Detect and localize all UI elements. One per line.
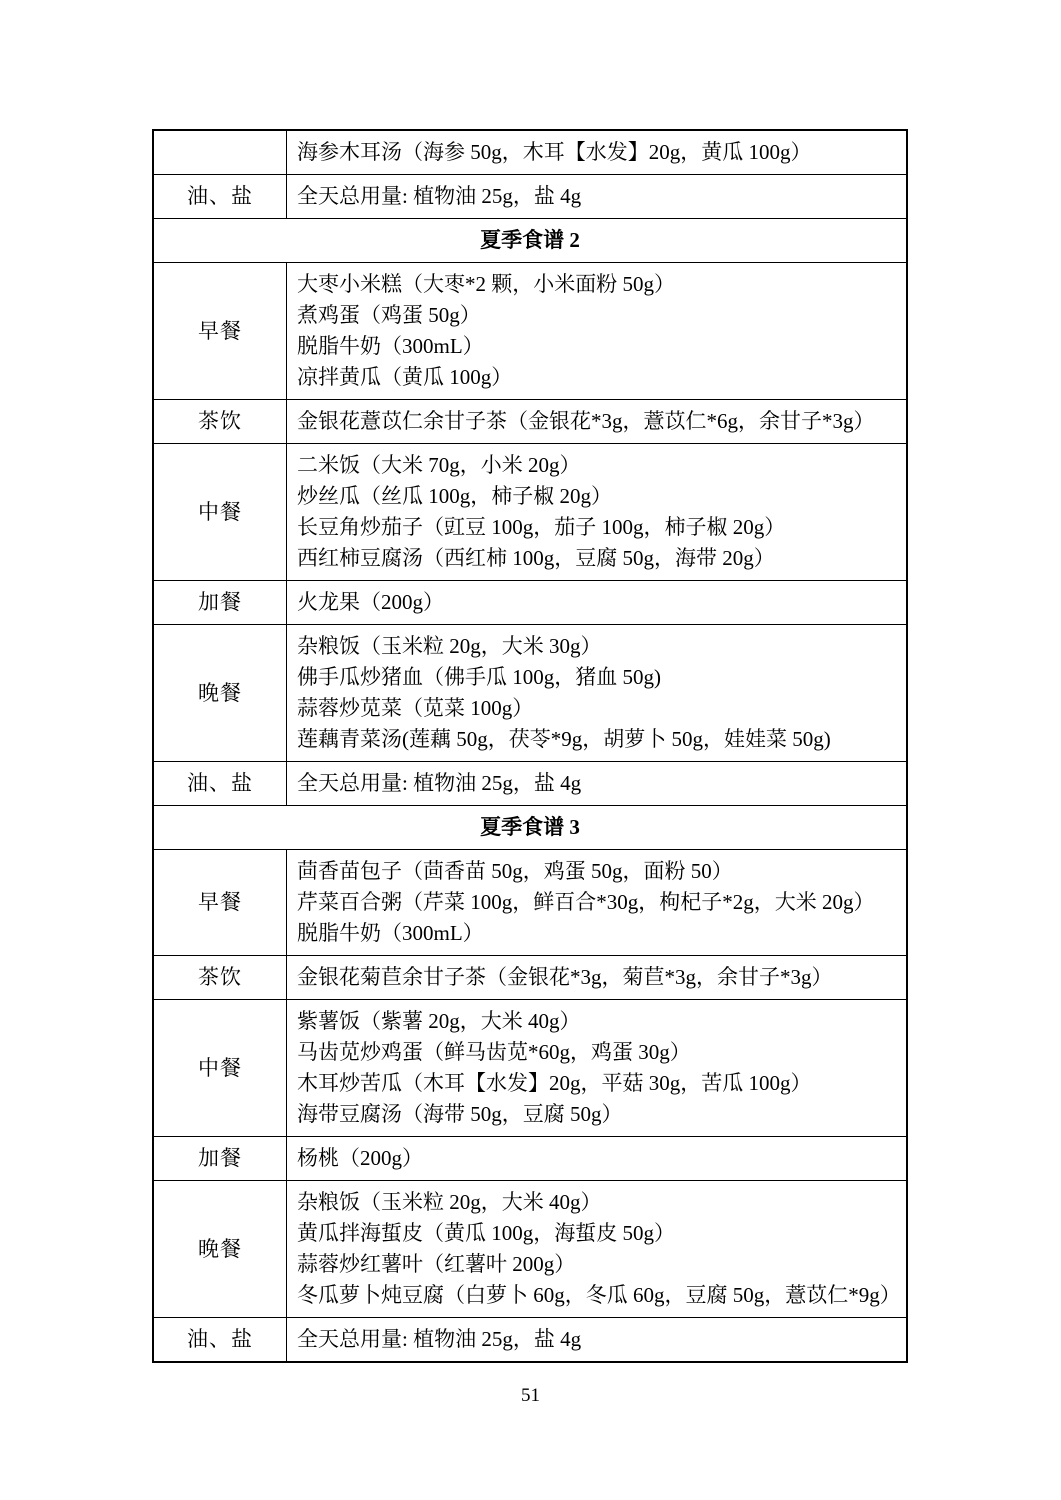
- table-row: [153, 263, 907, 400]
- table-row: [153, 1318, 907, 1363]
- meal-label-cell: 晚餐: [153, 625, 287, 762]
- dish-line: 长豆角炒茄子（豇豆 100g，茄子 100g，柿子椒 20g）: [297, 515, 786, 539]
- dish-line: 杂粮饭（玉米粒 20g，大米 40g）: [297, 1190, 602, 1214]
- dish-line: 茴香苗包子（茴香苗 50g，鸡蛋 50g，面粉 50）: [297, 859, 733, 883]
- meal-content-cell: [287, 1000, 908, 1137]
- meal-content-cell: [287, 762, 908, 806]
- table-row: [153, 850, 907, 956]
- meal-content-cell: [287, 175, 908, 219]
- table-row: [153, 806, 907, 850]
- dish-line: 紫薯饭（紫薯 20g，大米 40g）: [297, 1009, 581, 1033]
- meal-label-cell: [153, 130, 287, 175]
- meal-label-cell: 早餐: [153, 850, 287, 956]
- meal-content-cell: [287, 1181, 908, 1318]
- meal-label-cell: 中餐: [153, 444, 287, 581]
- table-row: [153, 219, 907, 263]
- meal-content-cell: [287, 130, 908, 175]
- dish-line: 蒜蓉炒红薯叶（红薯叶 200g）: [297, 1252, 576, 1276]
- dish-line: 海带豆腐汤（海带 50g，豆腐 50g）: [297, 1102, 623, 1126]
- meal-label-cell: 晚餐: [153, 1181, 287, 1318]
- table-row: [153, 1181, 907, 1318]
- meal-label-cell: 加餐: [153, 1137, 287, 1181]
- meal-content-cell: [287, 263, 908, 400]
- dish-line: 炒丝瓜（丝瓜 100g，柿子椒 20g）: [297, 484, 612, 508]
- dish-line: 凉拌黄瓜（黄瓜 100g）: [297, 365, 513, 389]
- dish-line: 西红柿豆腐汤（西红柿 100g，豆腐 50g，海带 20g）: [297, 546, 775, 570]
- table-row: [153, 400, 907, 444]
- table-row: [153, 625, 907, 762]
- recipe-section-header: 夏季食谱 2: [153, 219, 907, 263]
- dish-line: 火龙果（200g）: [297, 590, 444, 614]
- table-row: [153, 444, 907, 581]
- meal-label-cell: 早餐: [153, 263, 287, 400]
- table-row: [153, 956, 907, 1000]
- meal-content-cell: [287, 400, 908, 444]
- meal-content-cell: [287, 444, 908, 581]
- dish-line: 蒜蓉炒苋菜（苋菜 100g）: [297, 696, 534, 720]
- table-row: [153, 581, 907, 625]
- dish-line: 脱脂牛奶（300mL）: [297, 921, 484, 945]
- meal-label-cell: 加餐: [153, 581, 287, 625]
- meal-content-cell: [287, 581, 908, 625]
- dish-line: 马齿苋炒鸡蛋（鲜马齿苋*60g，鸡蛋 30g）: [297, 1040, 691, 1064]
- meal-content-cell: [287, 1137, 908, 1181]
- table-row: [153, 1000, 907, 1137]
- meal-label-cell: 中餐: [153, 1000, 287, 1137]
- page-number: 51: [521, 1385, 540, 1406]
- dish-line: 木耳炒苦瓜（木耳【水发】20g，平菇 30g，苦瓜 100g）: [297, 1071, 812, 1095]
- dish-line: 全天总用量: 植物油 25g，盐 4g: [297, 1327, 582, 1351]
- table-row: [153, 1137, 907, 1181]
- dish-line: 黄瓜拌海蜇皮（黄瓜 100g，海蜇皮 50g）: [297, 1221, 675, 1245]
- dish-line: 佛手瓜炒猪血（佛手瓜 100g，猪血 50g): [297, 665, 661, 689]
- table-row: [153, 175, 907, 219]
- meal-label-cell: 油、盐: [153, 175, 287, 219]
- dish-line: 金银花菊苣余甘子茶（金银花*3g，菊苣*3g，余甘子*3g）: [297, 965, 833, 989]
- dish-line: 海参木耳汤（海参 50g，木耳【水发】20g，黄瓜 100g）: [297, 140, 812, 164]
- dish-line: 全天总用量: 植物油 25g，盐 4g: [297, 771, 582, 795]
- dish-line: 金银花薏苡仁余甘子茶（金银花*3g，薏苡仁*6g，余甘子*3g）: [297, 409, 875, 433]
- dish-line: 大枣小米糕（大枣*2 颗，小米面粉 50g）: [297, 272, 675, 296]
- dish-line: 全天总用量: 植物油 25g，盐 4g: [297, 184, 582, 208]
- meal-label-cell: 茶饮: [153, 400, 287, 444]
- meal-content-cell: [287, 956, 908, 1000]
- meal-content-cell: [287, 850, 908, 956]
- dish-line: 莲藕青菜汤(莲藕 50g，茯苓*9g，胡萝卜 50g，娃娃菜 50g): [297, 727, 831, 751]
- dish-line: 杂粮饭（玉米粒 20g，大米 30g）: [297, 634, 602, 658]
- meal-content-cell: [287, 625, 908, 762]
- dish-line: 杨桃（200g）: [297, 1146, 423, 1170]
- recipe-section-header: 夏季食谱 3: [153, 806, 907, 850]
- table-row: [153, 130, 907, 175]
- dish-line: 二米饭（大米 70g，小米 20g）: [297, 453, 581, 477]
- table-row: [153, 762, 907, 806]
- dish-line: 煮鸡蛋（鸡蛋 50g）: [297, 303, 481, 327]
- meal-label-cell: 油、盐: [153, 1318, 287, 1363]
- dish-line: 芹菜百合粥（芹菜 100g，鲜百合*30g，枸杞子*2g，大米 20g）: [297, 890, 875, 914]
- dish-line: 脱脂牛奶（300mL）: [297, 334, 484, 358]
- dish-line: 冬瓜萝卜炖豆腐（白萝卜 60g，冬瓜 60g，豆腐 50g，薏苡仁*9g）: [297, 1283, 901, 1307]
- meal-label-cell: 茶饮: [153, 956, 287, 1000]
- meal-content-cell: [287, 1318, 908, 1363]
- meal-label-cell: 油、盐: [153, 762, 287, 806]
- meal-plan-table: [152, 129, 908, 1363]
